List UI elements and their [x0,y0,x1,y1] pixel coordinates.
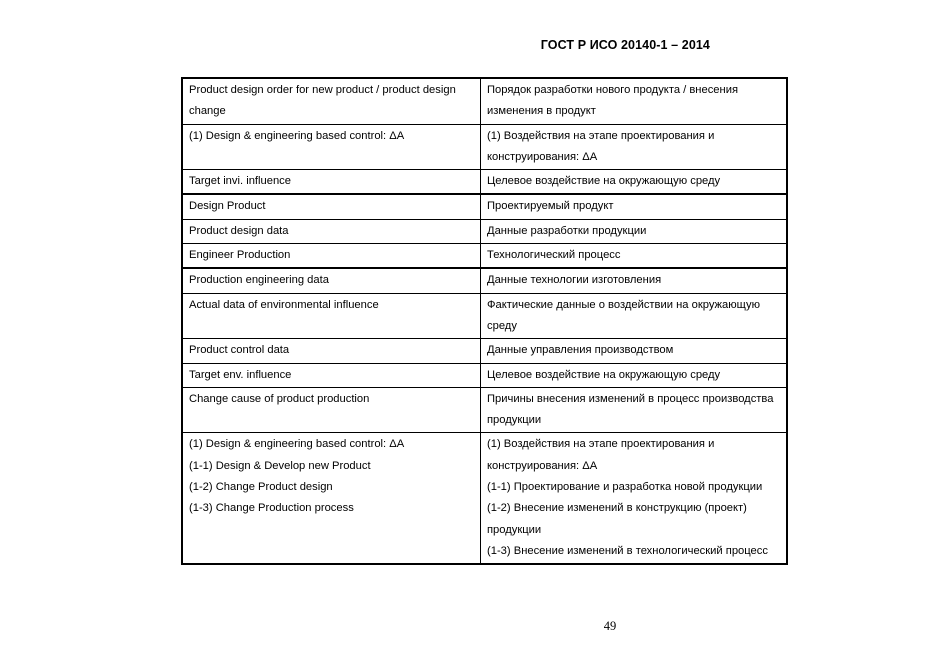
cell-text-line: Целевое воздействие на окружающую среду [487,175,721,188]
cell-text-line: Product design order for new product / product design change [189,84,456,118]
english-term-cell [182,387,481,433]
cell-text-line: Target env. influence [189,368,292,381]
table-row [182,124,787,170]
cell-text-line: Данные разработки продукции [487,224,647,237]
cell-text-line: (1-2) Change Product design [189,481,333,494]
cell-text-line: Production engineering data [189,274,329,287]
english-term-cell [182,78,481,124]
cell-text-line: Change cause of product production [189,392,370,405]
table-row [182,387,787,433]
cell-text-line: (1-3) Внесение изменений в технологический процесс [487,544,768,557]
russian-term-cell [481,194,788,219]
cell-text-line: Target invi. influence [189,175,291,188]
table-row [182,219,787,243]
cell-text-line: Actual data of environmental influence [189,298,379,311]
table-row [182,339,787,363]
english-term-cell [182,433,481,564]
russian-term-cell [481,339,788,363]
cell-text-line: Engineer Production [189,249,291,262]
cell-text-line: (1-2) Внесение изменений в конструкцию (проект) продукции [487,502,747,536]
table-row [182,268,787,293]
cell-text-line: Проектируемый продукт [487,200,614,213]
glossary-table-body [182,78,787,564]
english-term-cell [182,219,481,243]
russian-term-cell [481,219,788,243]
russian-term-cell [481,124,788,170]
cell-text-line: Технологический процесс [487,249,621,262]
russian-term-cell [481,293,788,339]
cell-text-line: (1-1) Design & Develop new Product [189,459,371,472]
english-term-cell [182,268,481,293]
table-row [182,363,787,387]
english-term-cell [182,244,481,269]
english-term-cell [182,124,481,170]
russian-term-cell [481,433,788,564]
russian-term-cell [481,387,788,433]
table-row [182,170,787,195]
russian-term-cell [481,78,788,124]
english-term-cell [182,293,481,339]
cell-text-line: Product design data [189,224,289,237]
english-term-cell [182,339,481,363]
cell-text-line: Причины внесения изменений в процесс производства продукции [487,392,774,427]
table-row [182,78,787,124]
table-row [182,293,787,339]
table-row [182,194,787,219]
cell-text-line: (1) Воздействия на этапе проектирования и конструирования: ΔA [487,438,715,472]
table-row [182,244,787,269]
english-term-cell [182,170,481,195]
cell-text-line: Фактические данные о воздействии на окружающую среду [487,298,760,332]
glossary-table [181,77,788,565]
cell-text-line: Порядок разработки нового продукта / внесения изменения в продукт [487,84,739,118]
cell-text-line: Данные управления производством [487,344,674,357]
english-term-cell [182,363,481,387]
russian-term-cell [481,268,788,293]
cell-text-line: (1) Design & engineering based control: ΔA [189,438,405,451]
english-term-cell [182,194,481,219]
russian-term-cell [481,170,788,195]
cell-text-line: (1-3) Change Production process [189,502,354,515]
page-number: 49 [603,619,617,633]
cell-text-line: Целевое воздействие на окружающую среду [487,368,721,381]
cell-text-line: Данные технологии изготовления [487,274,662,287]
cell-text-line: (1) Воздействия на этапе проектирования и конструирования: ΔA [487,129,715,163]
document-header: ГОСТ Р ИСО 20140-1 – 2014 [540,38,710,52]
table-row [182,433,787,564]
russian-term-cell [481,244,788,269]
cell-text-line: (1-1) Проектирование и разработка новой продукции [487,481,763,494]
cell-text-line: Design Product [189,200,266,213]
russian-term-cell [481,363,788,387]
cell-text-line: Product control data [189,344,290,357]
cell-text-line: (1) Design & engineering based control: ΔA [189,129,405,142]
